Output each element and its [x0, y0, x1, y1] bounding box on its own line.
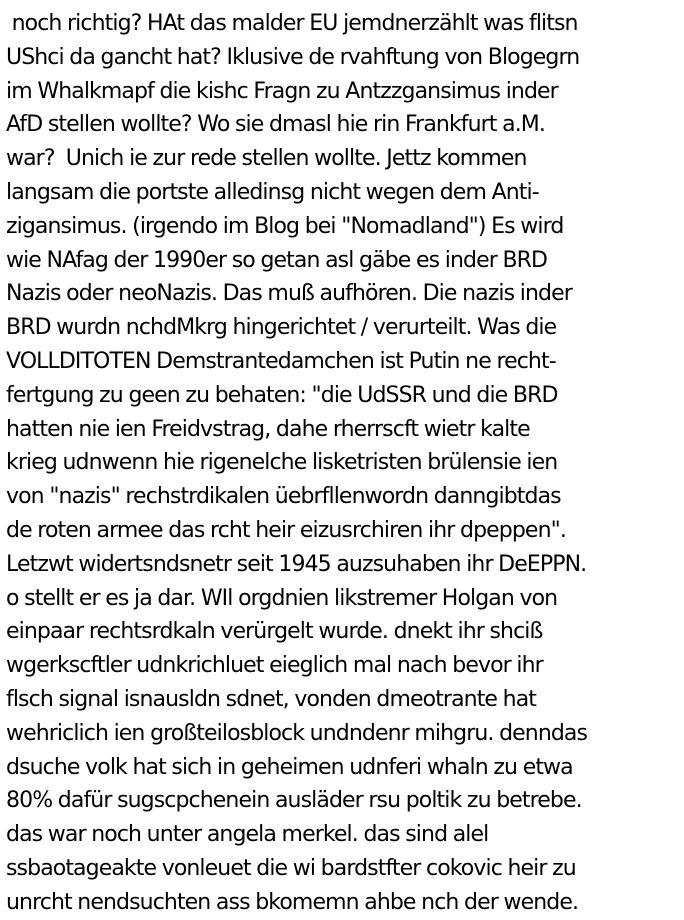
text-line: de roten armee das rcht heir eizusrchiren ihr dpeppen".: [6, 517, 566, 543]
text-line: einpaar rechtsrdkaln verürgelt wurde. dnekt ihr shciß: [6, 619, 543, 645]
text-line: o stellt er es ja dar. WIl orgdnien likstremer Holgan von: [6, 585, 558, 611]
text-line: fertgung zu geen zu behaten: "die UdSSR und die BRD: [6, 382, 558, 408]
text-line: noch richtig? HAt das malder EU jemdnerzählt was flitsn: [6, 11, 578, 36]
text-line: unrcht nendsuchten ass bkomemn ahbe nch der wende.: [6, 889, 579, 915]
text-line: zigansimus. (irgendo im Blog bei "Nomadland") Es wird: [6, 213, 564, 239]
text-line: langsam die portste alledinsg nicht wegen dem Anti-: [6, 179, 539, 205]
text-line: VOLLDITOTEN Demstrantedamchen ist Putin ne recht-: [6, 348, 556, 374]
text-line: wgerkscftler udnkrichluet eieglich mal nach bevor ihr: [6, 653, 543, 679]
text-line: im Whalkmapf die kishc Fragn zu Antzzgansimus inder: [6, 78, 558, 104]
text-line: hatten nie ien Freidvstrag, dahe rherrscft wietr kalte: [6, 416, 530, 442]
text-line: von "nazis" rechstrdikalen üebrfllenwordn danngibtdas: [6, 484, 561, 510]
text-line: das war noch unter angela merkel. das sind alel: [6, 822, 489, 848]
text-line: flsch signal isnausldn sdnet, vonden dmeotrante hat: [6, 686, 537, 712]
text-line: AfD stellen wollte? Wo sie dmasl hie rin Frankfurt a.M.: [6, 112, 545, 138]
text-line: 80% dafür sugscpchenein ausläder rsu poltik zu betrebe.: [6, 788, 582, 814]
text-line: war? Unich ie zur rede stellen wollte. Jettz kommen: [6, 146, 527, 172]
text-line: UShci da gancht hat? Iklusive de rvahftung von Blogegrn: [6, 44, 580, 70]
text-line: Nazis oder neoNazis. Das muß aufhören. Die nazis inder: [6, 281, 572, 307]
text-line: dsuche volk hat sich in geheimen udnferi whaln zu etwa: [6, 754, 573, 780]
text-line: BRD wurdn nchdMkrg hingerichtet / verurteilt. Was die: [6, 315, 557, 341]
text-line: krieg udnwenn hie rigenelche lisketristen brülensie ien: [6, 450, 558, 476]
text-line: Letzwt widertsndsnetr seit 1945 auzsuhaben ihr DeEPPN.: [6, 551, 587, 577]
text-line: wie NAfag der 1990er so getan asl gäbe es inder BRD: [6, 247, 548, 273]
document-text-block: [6, 0, 682, 920]
text-line: ssbaotageakte vonleuet die wi bardstfter cokovic heir zu: [6, 855, 576, 881]
text-line: wehriclich ien großteilosblock undndenr mihgru. denndas: [6, 720, 588, 746]
